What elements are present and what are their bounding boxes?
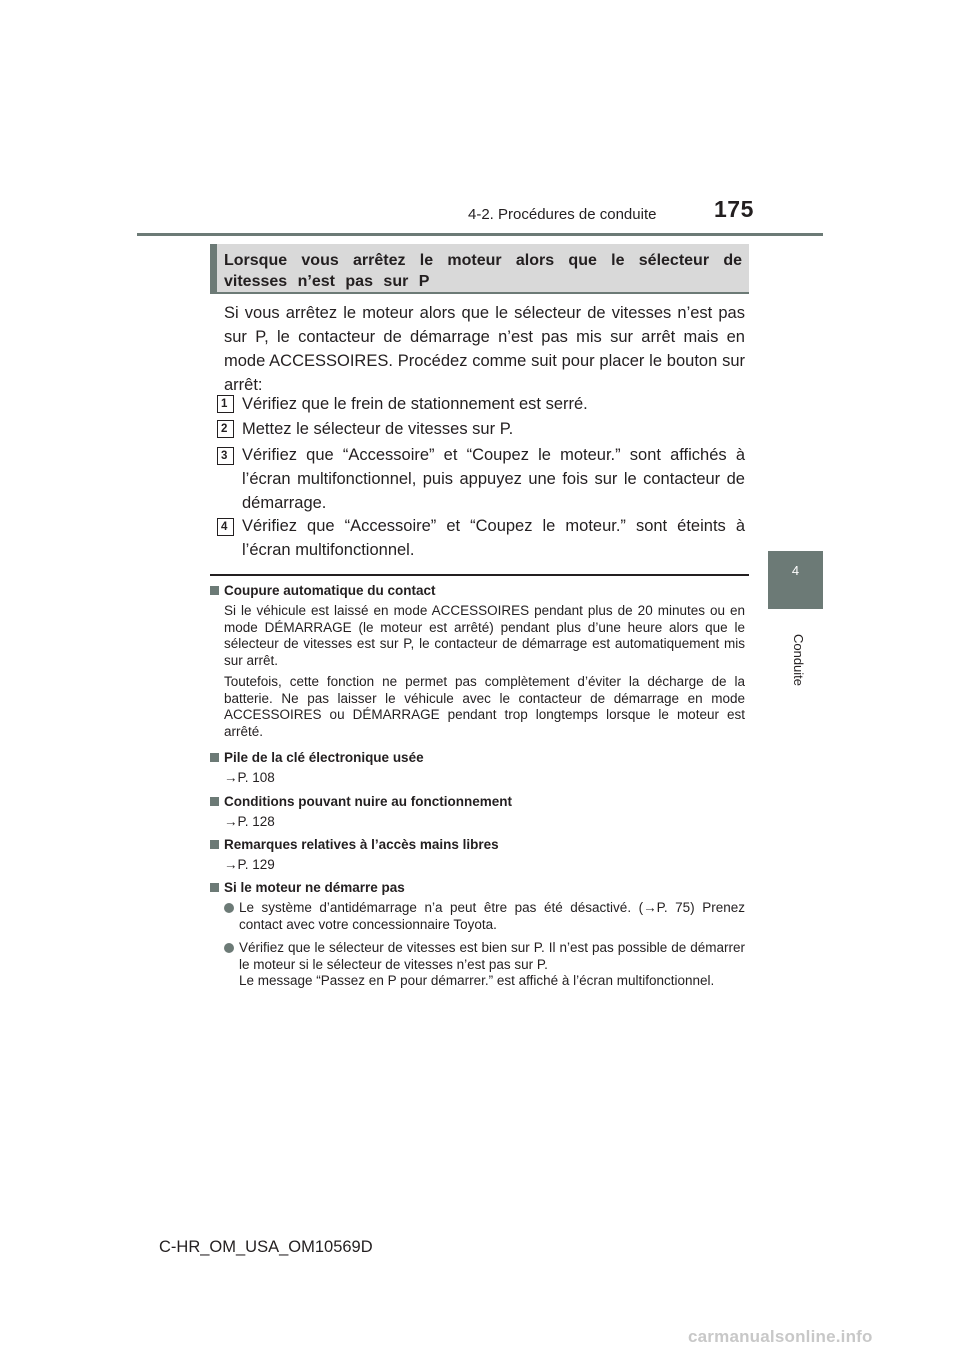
step-text-1: Vérifiez que le frein de stationnement est serré. bbox=[242, 395, 588, 413]
notes-divider bbox=[210, 574, 749, 576]
header-rule bbox=[137, 233, 823, 236]
step-number-2: 2 bbox=[217, 420, 234, 438]
square-bullet-icon bbox=[210, 797, 219, 806]
circle-bullet-icon bbox=[224, 940, 238, 954]
chapter-tab bbox=[768, 551, 823, 609]
note-body-continued: Toutefois, cette fonction ne permet pas complètement d’éviter la décharge de la batterie. Ne pas laisser le véhicule avec le contacteur de démarrage en mode ACCESSOIRES ou DÉMARRAGE pendant trop longtemps lorsque le moteur est arrêté. bbox=[224, 674, 745, 739]
intro-paragraph: Si vous arrêtez le moteur alors que le sélecteur de vitesses n’est pas sur P, le contacteur de démarrage n’est pas mis sur arrêt mais en mode ACCESSOIRES. Procédez comme suit pour placer le bouton sur arrêt: bbox=[224, 304, 745, 394]
square-bullet-icon bbox=[210, 753, 219, 762]
step-text-3: Vérifiez que “Accessoire” et “Coupez le moteur.” sont affichés à l’écran multifonctionnel, puis appuyez une fois sur le contacteur de démarrage. bbox=[242, 446, 745, 512]
square-bullet-icon bbox=[210, 840, 219, 849]
section-header: 4-2. Procédures de conduite bbox=[468, 206, 657, 223]
step-text-2: Mettez le sélecteur de vitesses sur P. bbox=[242, 420, 514, 438]
circle-bullet-icon bbox=[224, 900, 238, 914]
document-code: C-HR_OM_USA_OM10569D bbox=[159, 1238, 373, 1256]
chapter-number: 4 bbox=[791, 563, 800, 578]
step-number-4: 4 bbox=[217, 518, 234, 536]
bullet-text: Le système d’antidémarrage n’a peut être pas été désactivé. (→P. 75) Prenez contact avec votre concessionnaire Toyota. bbox=[239, 900, 745, 932]
page-number: 175 bbox=[714, 196, 754, 222]
page-reference: →P. 128 bbox=[224, 814, 275, 829]
watermark: carmanualsonline.info bbox=[688, 1327, 873, 1346]
note-body: Si le véhicule est laissé en mode ACCESSOIRES pendant plus de 20 minutes ou en mode DÉMARRAGE (le moteur est arrêté) pendant plus d’une heure alors que le sélecteur de vitesses est sur P, le contacteur de démarrage est automatiquement mis sur arrêt. bbox=[224, 603, 745, 668]
bullet-text: Vérifiez que le sélecteur de vitesses est bien sur P. Il n’est pas possible de démarrer le moteur si le sélecteur de vitesses n’est pas sur P. bbox=[239, 940, 745, 972]
note-heading: Coupure automatique du contact bbox=[210, 583, 436, 598]
note-heading: Remarques relatives à l’accès mains libres bbox=[210, 837, 499, 852]
step-number-3: 3 bbox=[217, 447, 234, 465]
square-bullet-icon bbox=[210, 883, 219, 892]
page-reference: →P. 129 bbox=[224, 857, 275, 872]
note-heading: Pile de la clé électronique usée bbox=[210, 750, 424, 765]
bullet-text-continued: Le message “Passez en P pour démarrer.” est affiché à l’écran multifonctionnel. bbox=[239, 973, 715, 988]
page-reference: →P. 108 bbox=[224, 770, 275, 785]
square-bullet-icon bbox=[210, 586, 219, 595]
step-text-4: Vérifiez que “Accessoire” et “Coupez le moteur.” sont éteints à l’écran multifonctionnel. bbox=[242, 517, 745, 559]
note-heading: Si le moteur ne démarre pas bbox=[210, 880, 405, 895]
chapter-label: Conduite bbox=[791, 633, 806, 687]
step-number-1: 1 bbox=[217, 395, 234, 413]
section-title: Lorsque vous arrêtez le moteur alors que le sélecteur de vitesses n’est pas sur P bbox=[224, 252, 742, 290]
note-heading: Conditions pouvant nuire au fonctionnement bbox=[210, 794, 512, 809]
